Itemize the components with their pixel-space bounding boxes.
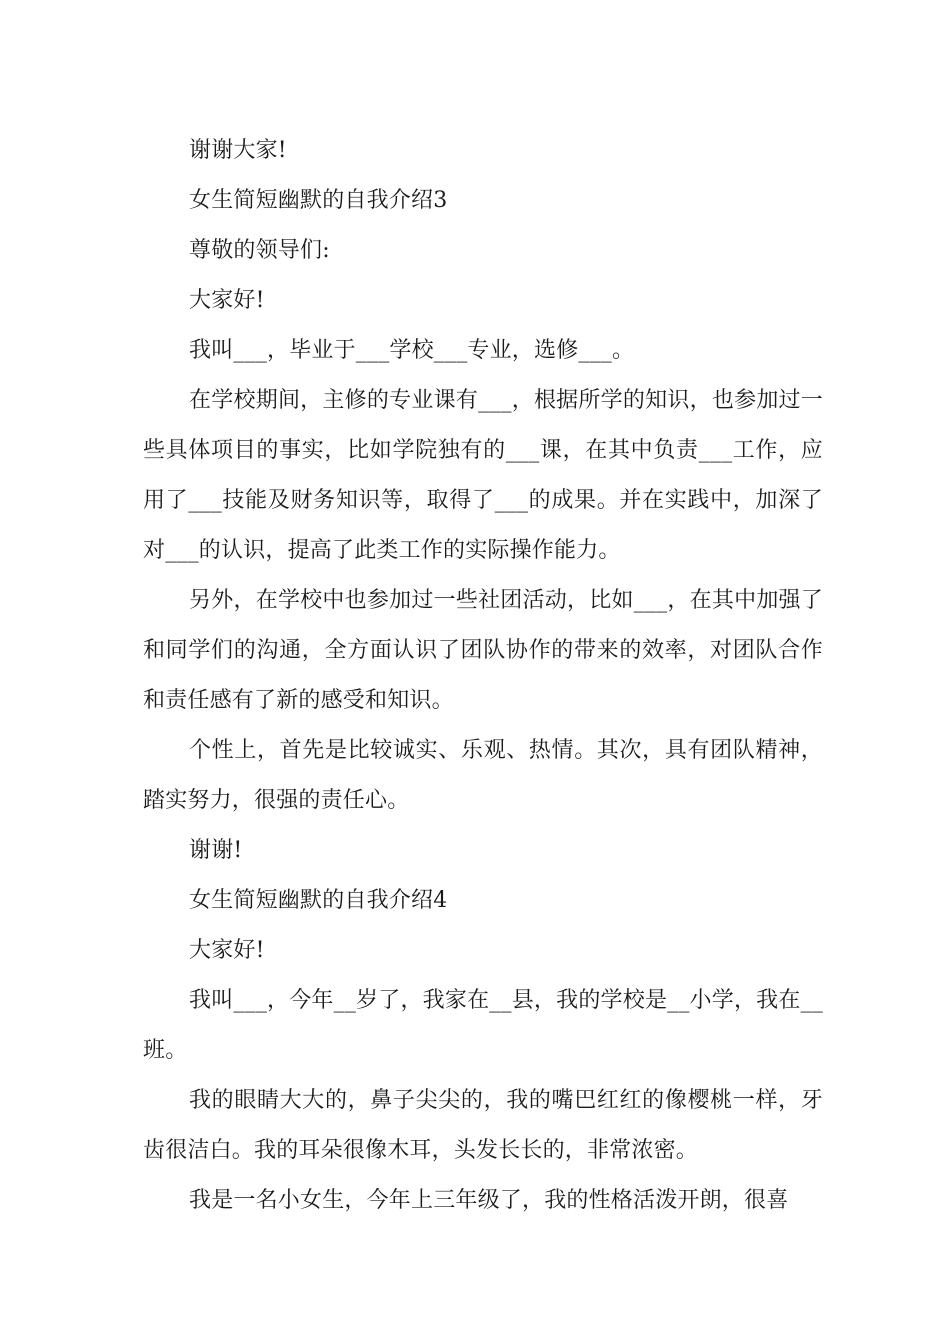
paragraph-clubs: 另外，在学校中也参加过一些社团活动，比如___，在其中加强了和同学们的沟通，全方面认识了团队协作的带来的效率，对团队合作和责任感有了新的感受和知识。	[143, 588, 823, 713]
salutation-leaders: 尊敬的领导们:	[189, 238, 330, 263]
greeting-hello-2: 大家好!	[189, 938, 265, 963]
paragraph-study: 在学校期间，主修的专业课有___，根据所学的知识，也参加过一些具体项目的事实，比如学院独有的___课，在其中负责___工作，应用了___技能及财务知识等，取得了___的成果。并在实践中，加深了对___的认识，提高了此类工作的实际操作能力。	[143, 388, 823, 563]
closing-thanks-all: 谢谢大家!	[189, 138, 287, 163]
paragraph-appearance: 我的眼睛大大的，鼻子尖尖的，我的嘴巴红红的像樱桃一样，牙齿很洁白。我的耳朵很像木耳，头发长长的，非常浓密。	[143, 1088, 823, 1163]
paragraph-personality: 个性上，首先是比较诚实、乐观、热情。其次，具有团队精神，踏实努力，很强的责任心。	[143, 738, 823, 813]
section-heading-4: 女生简短幽默的自我介绍4	[189, 888, 448, 913]
greeting-hello: 大家好!	[189, 288, 265, 313]
intro-name-age: 我叫___，今年__岁了，我家在__县，我的学校是__小学，我在__班。	[143, 988, 823, 1063]
paragraph-character: 我是一名小女生，今年上三年级了，我的性格活泼开朗，很喜	[189, 1188, 789, 1213]
intro-name-school: 我叫___，毕业于___学校___专业，选修___。	[189, 338, 635, 363]
closing-thanks: 谢谢!	[189, 838, 243, 863]
section-heading-3: 女生简短幽默的自我介绍3	[189, 188, 448, 213]
document-body	[143, 126, 823, 1226]
